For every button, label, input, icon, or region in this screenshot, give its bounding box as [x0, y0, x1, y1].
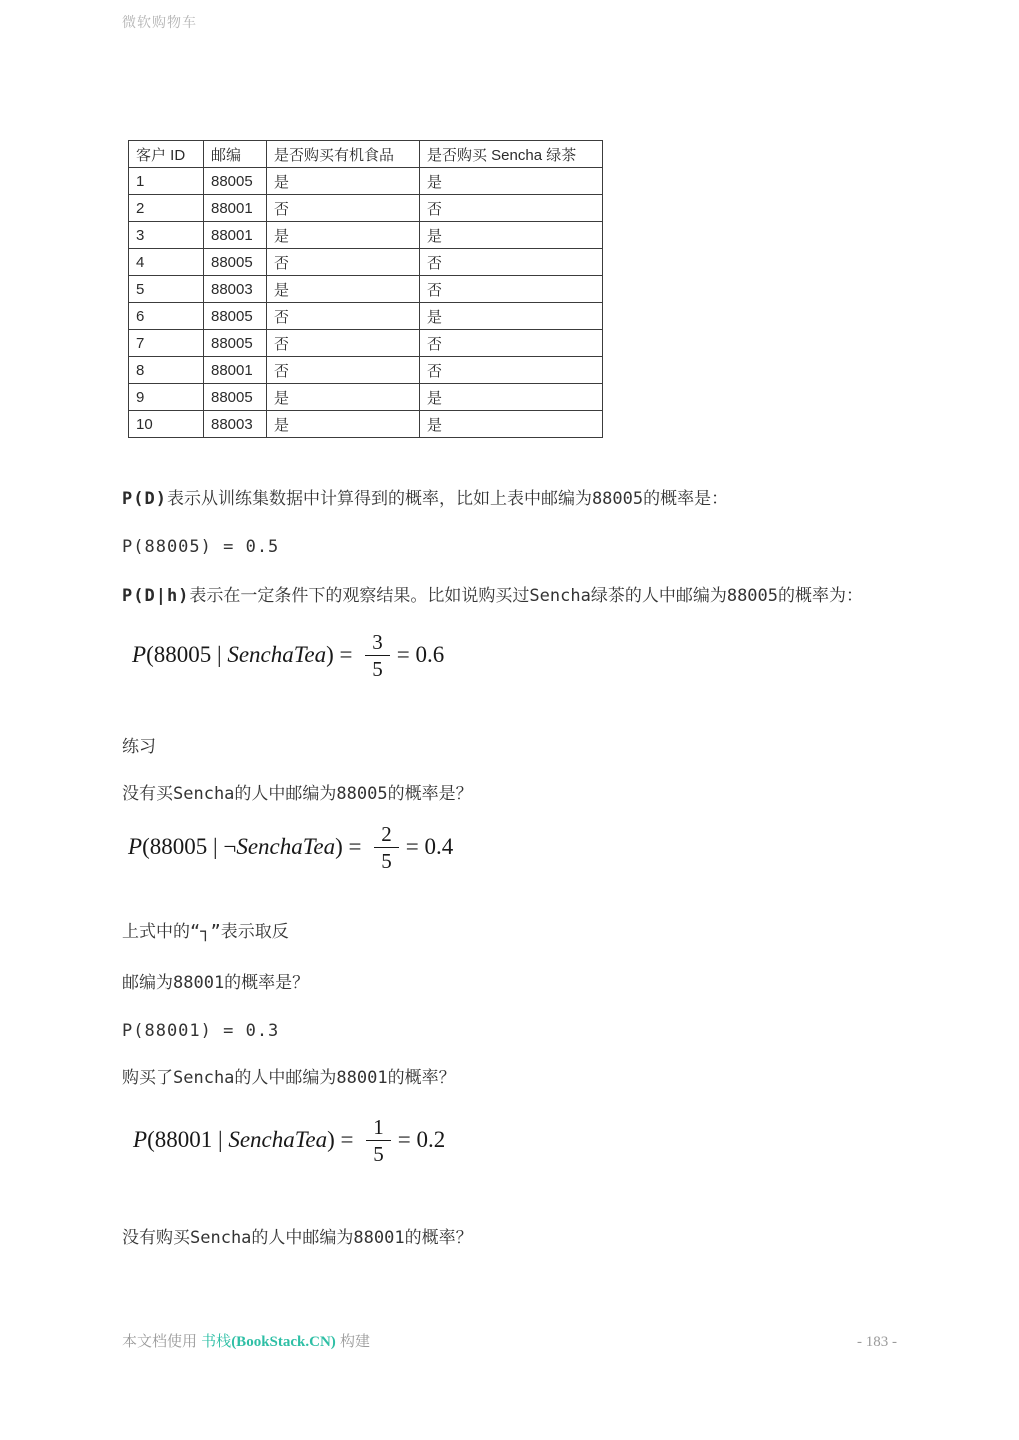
table-row [129, 195, 603, 222]
probability-88001: P(88001) = 0.3 [122, 1021, 280, 1041]
table-cell: 5 [129, 276, 204, 303]
table-row [129, 276, 603, 303]
negation-note: 上式中的“┐”表示取反 [122, 922, 289, 942]
formula-p88001-given-sencha: P (88001 | SenchaTea ) = $\frac{1}{5}$ = 0.2 [133, 1114, 446, 1166]
column-header: 客户 ID [129, 141, 204, 168]
table-row [129, 411, 603, 438]
table-row [129, 303, 603, 330]
page-footer [122, 1330, 897, 1351]
fraction: $\frac{2}{5}$ [374, 822, 399, 872]
table-cell: 是 [267, 168, 420, 195]
table-cell: 88001 [204, 357, 267, 384]
fraction: $\frac{3}{5}$ [365, 630, 390, 680]
question-88001: 邮编为88001的概率是？ [122, 973, 310, 993]
table-cell: 是 [267, 411, 420, 438]
table-cell: 88001 [204, 222, 267, 249]
formula-p88005-given-sencha: P (88005 | SenchaTea ) = $\frac{3}{5}$ = 0.6 [132, 629, 445, 681]
table-cell: 否 [420, 276, 603, 303]
table-row [129, 357, 603, 384]
table-cell: 88005 [204, 168, 267, 195]
table-cell: 10 [129, 411, 204, 438]
bookstack-brand-cn[interactable]: 书栈 [201, 1333, 232, 1350]
table-row [129, 168, 603, 195]
document-title: 微软购物车 [122, 15, 197, 31]
exercise-heading: 练习 [122, 737, 156, 757]
table-cell: 否 [420, 357, 603, 384]
pdh-term: P(D|h) [122, 586, 190, 606]
table-cell: 88001 [204, 195, 267, 222]
table-row [129, 249, 603, 276]
table-cell: 是 [420, 168, 603, 195]
table-cell: 8 [129, 357, 204, 384]
table-cell: 否 [267, 330, 420, 357]
footer-credit: 本文档使用 书栈(BookStack.CN) 构建 [122, 1333, 370, 1350]
paragraph-pdh-definition: P(D|h)表示在一定条件下的观察结果。比如说购买过Sencha绿茶的人中邮编为88005的概率为： [122, 586, 864, 606]
table-cell: 88005 [204, 384, 267, 411]
pd-term: P(D) [122, 489, 167, 509]
page-number: - 183 - [857, 1334, 897, 1350]
table-cell: 是 [267, 384, 420, 411]
table-cell: 88005 [204, 249, 267, 276]
table-cell: 88003 [204, 276, 267, 303]
table-cell: 88005 [204, 330, 267, 357]
table-cell: 否 [267, 195, 420, 222]
table-cell: 否 [420, 195, 603, 222]
customer-table [128, 140, 603, 438]
table-cell: 是 [420, 303, 603, 330]
customer-table-head [129, 141, 603, 168]
table-cell: 2 [129, 195, 204, 222]
table-cell: 是 [420, 384, 603, 411]
question-not-sencha-88001: 没有购买Sencha的人中邮编为88001的概率？ [122, 1228, 473, 1248]
table-cell: 1 [129, 168, 204, 195]
table-row [129, 222, 603, 249]
table-row [129, 384, 603, 411]
table-cell: 否 [267, 249, 420, 276]
table-cell: 是 [267, 222, 420, 249]
table-cell: 7 [129, 330, 204, 357]
table-cell: 是 [420, 411, 603, 438]
table-cell: 否 [267, 357, 420, 384]
table-cell: 6 [129, 303, 204, 330]
bookstack-brand-en[interactable]: (BookStack.CN) [231, 1334, 336, 1350]
column-header: 是否购买有机食品 [267, 141, 420, 168]
column-header: 是否购买 Sencha 绿茶 [420, 141, 603, 168]
formula-p88005-given-not-sencha: P (88005 | ¬ SenchaTea ) = $\frac{2}{5}$ = 0.4 [128, 821, 454, 873]
table-cell: 否 [267, 303, 420, 330]
table-cell: 88005 [204, 303, 267, 330]
table-cell: 否 [420, 249, 603, 276]
table-cell: 是 [420, 222, 603, 249]
question-sencha-88001: 购买了Sencha的人中邮编为88001的概率？ [122, 1068, 456, 1088]
table-cell: 3 [129, 222, 204, 249]
table-header-row [129, 141, 603, 168]
table-cell: 是 [267, 276, 420, 303]
question-not-sencha-88005: 没有买Sencha的人中邮编为88005的概率是？ [122, 784, 473, 804]
table-cell: 9 [129, 384, 204, 411]
fraction: $\frac{1}{5}$ [366, 1115, 391, 1165]
table-cell: 88003 [204, 411, 267, 438]
table-cell: 4 [129, 249, 204, 276]
paragraph-pd-definition: P(D)表示从训练集数据中计算得到的概率，比如上表中邮编为88005的概率是： [122, 489, 729, 509]
customer-table-body [129, 168, 603, 438]
table-cell: 否 [420, 330, 603, 357]
probability-88005: P(88005) = 0.5 [122, 537, 280, 557]
column-header: 邮编 [204, 141, 267, 168]
table-row [129, 330, 603, 357]
